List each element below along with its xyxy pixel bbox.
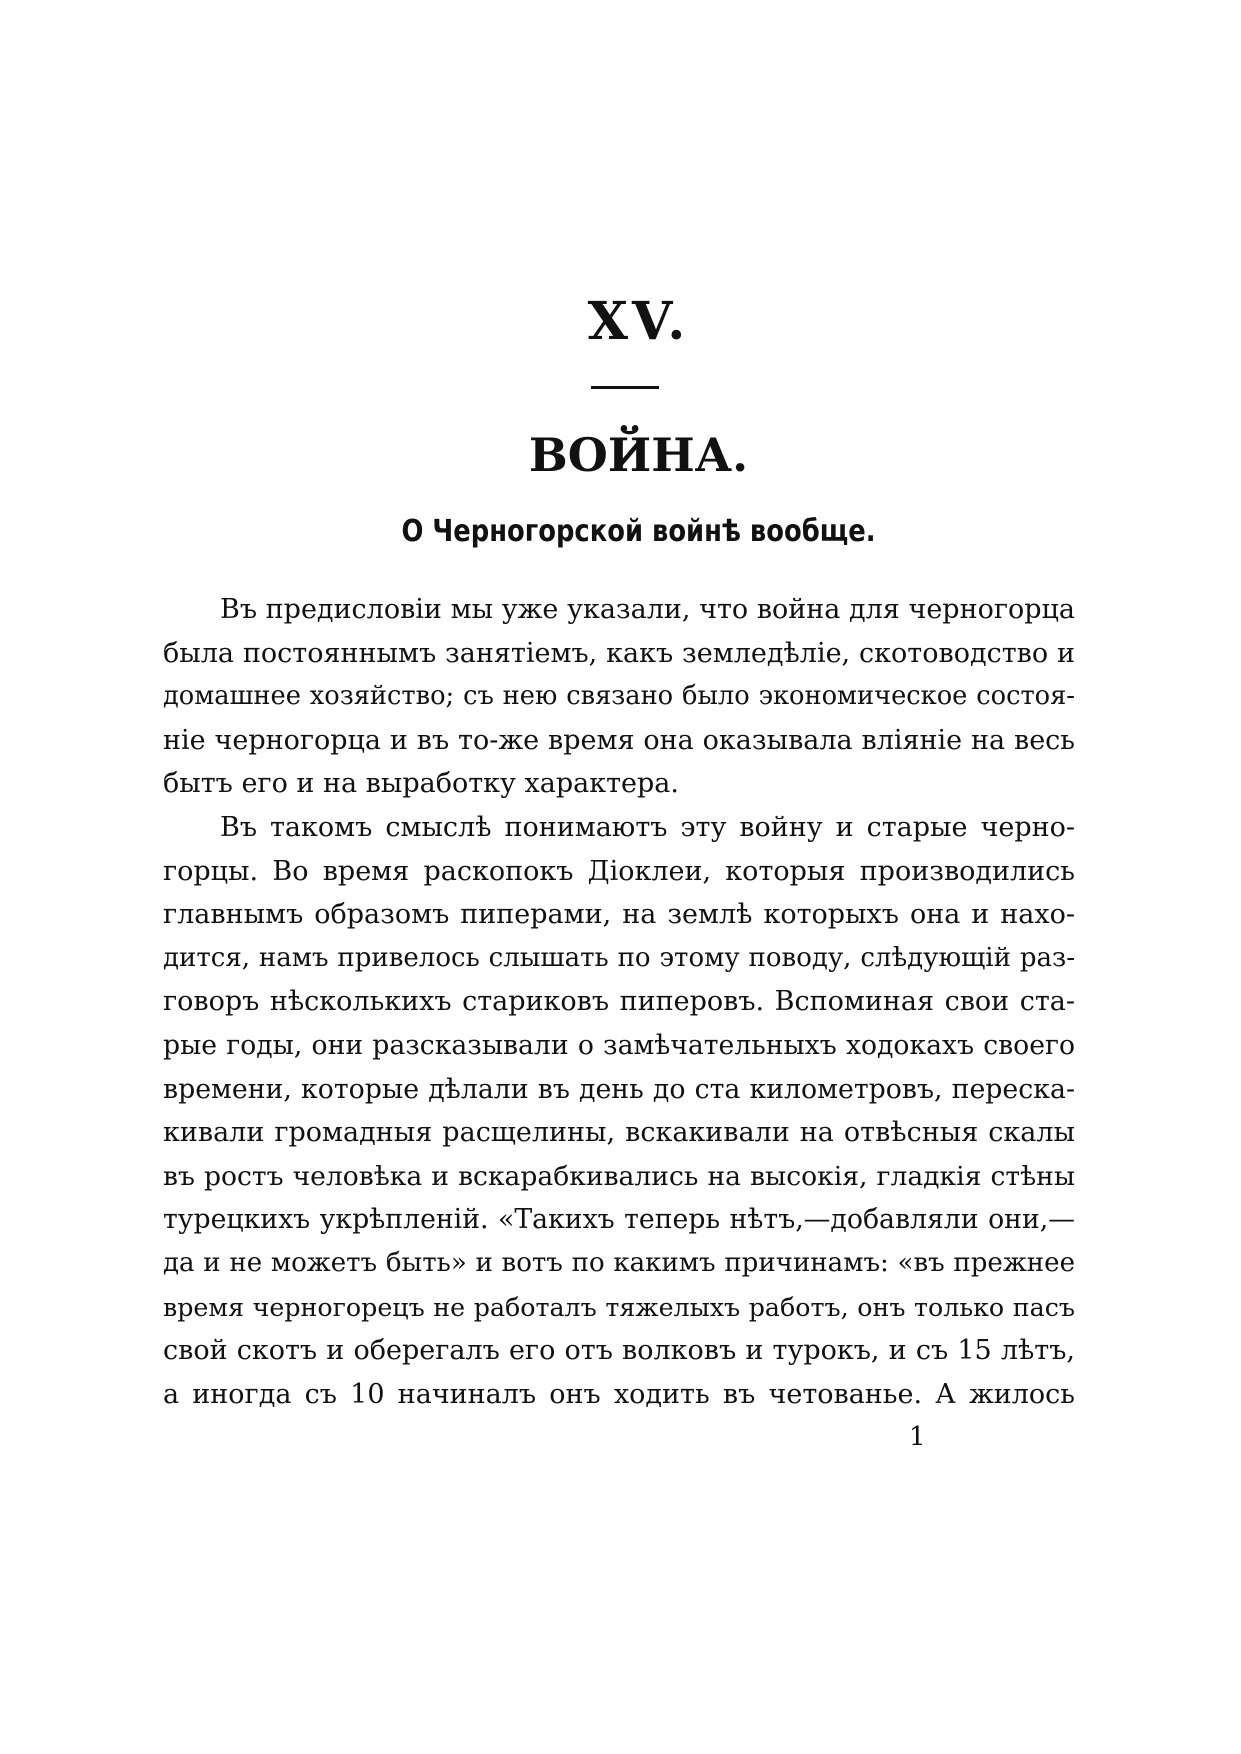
text-line: главнымъ образомъ пиперами, на землѣ которыхъ она и нахо- (163, 899, 1075, 931)
body-text (163, 588, 1075, 1416)
chapter-title: ВОЙНА. (528, 428, 749, 482)
text-line: рые годы, они разсказывали о замѣчательныхъ ходокахъ своего (163, 1029, 1075, 1061)
text-line: а иногда съ 10 начиналъ онъ ходить въ четованье. А жилось (163, 1378, 1075, 1410)
text-line: турецкихъ укрѣпленій. «Такихъ теперь нѣтъ,—добавляли они,— (163, 1204, 1075, 1236)
text-line: Въ такомъ смыслѣ понимаютъ эту войну и старые черно- (220, 811, 1075, 843)
text-line: времени, которые дѣлали въ день до ста километровъ, переска- (163, 1073, 1075, 1105)
text-line: да и не можетъ быть» и вотъ по какимъ причинамъ: «въ прежнее (163, 1247, 1075, 1278)
section-title: О Черногорской войнѣ вообще. (401, 514, 876, 549)
page-number: 1 (909, 1422, 926, 1452)
text-line: время черногорецъ не работалъ тяжелыхъ работъ, онъ только пасъ (163, 1292, 1075, 1322)
text-line: свой скотъ и оберегалъ его отъ волковъ и турокъ, и съ 15 лѣтъ, (163, 1335, 1075, 1367)
title-divider (591, 386, 659, 389)
text-line: была постояннымъ занятіемъ, какъ земледѣліе, скотоводство и (163, 637, 1075, 669)
text-line: домашнее хозяйство; съ нею связано было экономическое состоя- (163, 681, 1075, 712)
text-line: Въ предисловіи мы уже указали, что война для черногорца (220, 594, 1075, 625)
text-line: горцы. Во время раскопокъ Діоклеи, которыя производились (163, 855, 1075, 887)
text-line: кивали громадныя расщелины, вскакивали на отвѣсныя скалы (163, 1117, 1075, 1149)
text-line: говоръ нѣсколькихъ стариковъ пиперовъ. Вспоминая свои ста- (163, 986, 1075, 1018)
text-line: въ ростъ человѣка и вскарабкивались на высокія, гладкія стѣны (163, 1160, 1075, 1192)
text-line: дится, намъ привелось слышать по этому поводу, слѣдующій раз- (163, 942, 1075, 973)
chapter-number: XV. (587, 291, 690, 352)
text-line: бытъ его и на выработку характера. (163, 768, 679, 800)
text-line: ніе черногорца и въ то-же время она оказывала вліяніе на весь (163, 724, 1075, 756)
